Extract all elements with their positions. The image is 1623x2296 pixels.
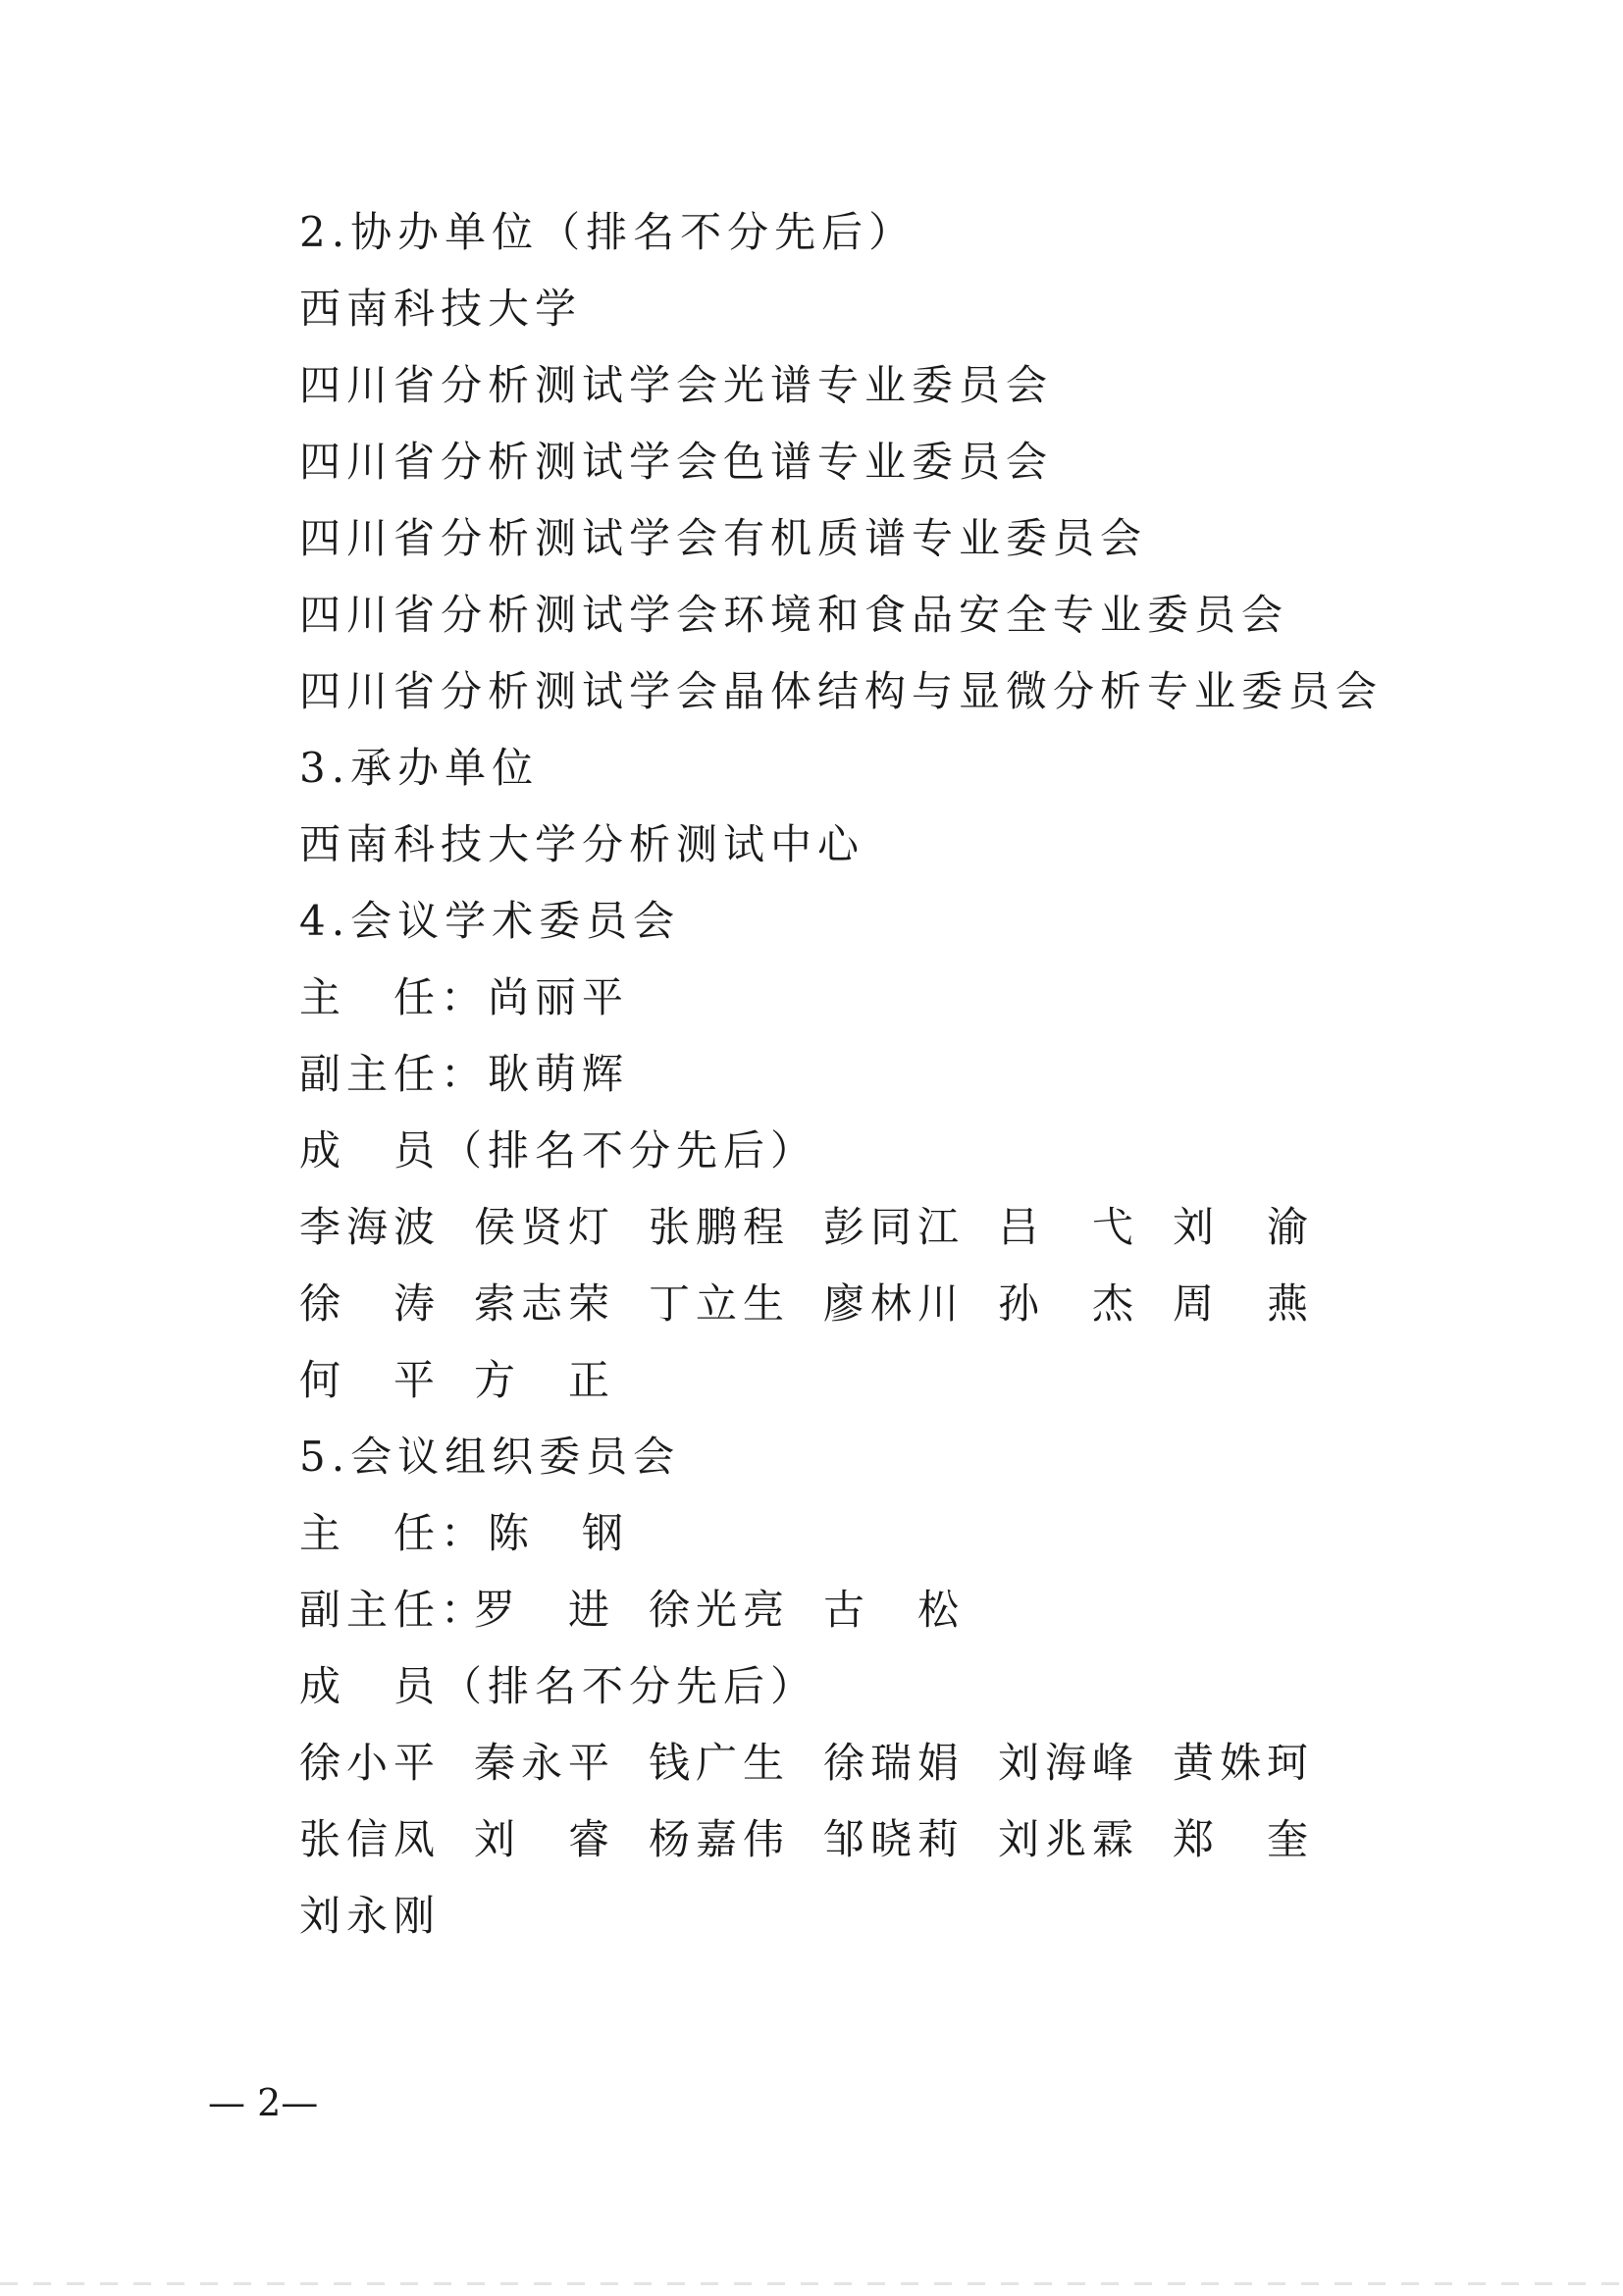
member-name: 杨嘉伟 xyxy=(649,1815,791,1863)
co-organizer-4: 四川省分析测试学会有机质谱专业委员会 xyxy=(299,514,1148,562)
member-name: 李海波 xyxy=(299,1203,442,1251)
section3-heading: 3.承办单位 xyxy=(299,744,540,792)
academic-vice-chair: 副主任：耿萌辉 xyxy=(299,1050,630,1098)
member-name: 徐小平 xyxy=(299,1739,442,1787)
co-organizer-3: 四川省分析测试学会色谱专业委员会 xyxy=(299,438,1054,486)
member-name: 张信凤 xyxy=(299,1815,442,1863)
member-name: 周 燕 xyxy=(1173,1279,1315,1328)
member-name: 钱广生 xyxy=(649,1739,791,1787)
member-name: 何 平 xyxy=(299,1356,442,1404)
co-organizer-6: 四川省分析测试学会晶体结构与显微分析专业委员会 xyxy=(299,667,1384,715)
organizing-chair: 主 任：陈 钢 xyxy=(299,1509,630,1557)
co-organizer-2: 四川省分析测试学会光谱专业委员会 xyxy=(299,361,1054,409)
member-name: 彭同江 xyxy=(823,1203,966,1251)
member-name: 索志荣 xyxy=(474,1279,616,1328)
member-name: 刘 渝 xyxy=(1173,1203,1315,1251)
member-name: 刘永刚 xyxy=(299,1892,442,1940)
member-name: 郑 奎 xyxy=(1173,1815,1315,1863)
member-name: 张鹏程 xyxy=(649,1203,791,1251)
vice-chair-name: 徐光亮 xyxy=(649,1586,791,1634)
member-name: 黄姝珂 xyxy=(1173,1739,1315,1787)
section2-heading: 2.协办单位（排名不分先后） xyxy=(299,208,916,256)
academic-chair: 主 任：尚丽平 xyxy=(299,973,630,1021)
co-organizer-1: 西南科技大学 xyxy=(299,285,583,333)
vice-chair-label: 副主任： xyxy=(299,1586,489,1634)
member-name: 徐瑞娟 xyxy=(823,1739,966,1787)
member-name: 方 正 xyxy=(474,1356,616,1404)
vice-chair-name: 罗 进 xyxy=(474,1586,616,1634)
member-name: 刘兆霖 xyxy=(998,1815,1140,1863)
member-name: 徐 涛 xyxy=(299,1279,442,1328)
member-name: 孙 杰 xyxy=(998,1279,1140,1328)
page-number: — 2— xyxy=(208,2081,319,2124)
co-organizer-5: 四川省分析测试学会环境和食品安全专业委员会 xyxy=(299,591,1289,639)
academic-members-label: 成 员（排名不分先后） xyxy=(299,1126,818,1174)
section5-heading: 5.会议组织委员会 xyxy=(299,1433,681,1481)
member-name: 吕 弋 xyxy=(998,1203,1140,1251)
member-name: 侯贤灯 xyxy=(474,1203,616,1251)
scan-edge-artifact xyxy=(0,2282,1623,2285)
member-name: 秦永平 xyxy=(474,1739,616,1787)
member-name: 刘 睿 xyxy=(474,1815,616,1863)
member-name: 廖林川 xyxy=(823,1279,966,1328)
member-name: 刘海峰 xyxy=(998,1739,1140,1787)
organizing-members-label: 成 员（排名不分先后） xyxy=(299,1662,818,1710)
member-name: 邹晓莉 xyxy=(823,1815,966,1863)
section4-heading: 4.会议学术委员会 xyxy=(299,897,681,945)
member-name: 丁立生 xyxy=(649,1279,791,1328)
host-organizer: 西南科技大学分析测试中心 xyxy=(299,820,865,868)
vice-chair-name: 古 松 xyxy=(823,1586,966,1634)
